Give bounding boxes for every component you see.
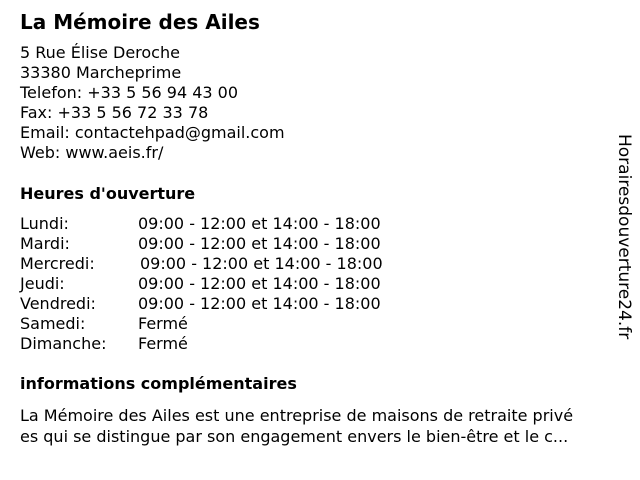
fax-number: Fax: +33 5 56 72 33 78 (20, 103, 209, 122)
hours-row-sunday (20, 334, 383, 354)
description-line: La Mémoire des Ailes est une entreprise de maisons de retraite privé (20, 406, 574, 425)
day-label: Samedi: (20, 314, 86, 333)
site-watermark: Horairesdouverture24.fr (614, 134, 634, 340)
hours-row-friday (20, 294, 383, 314)
day-label: Mercredi: (20, 254, 95, 273)
website-address: Web: www.aeis.fr/ (20, 143, 164, 162)
day-hours: 09:00 - 12:00 et 14:00 - 18:00 (138, 214, 381, 233)
info-heading: informations complémentaires (20, 374, 297, 393)
opening-hours-table (20, 214, 383, 354)
day-hours: Fermé (138, 334, 188, 353)
day-hours: 09:00 - 12:00 et 14:00 - 18:00 (138, 274, 381, 293)
hours-row-wednesday (20, 254, 383, 274)
day-hours: 09:00 - 12:00 et 14:00 - 18:00 (138, 294, 381, 313)
day-label: Mardi: (20, 234, 70, 253)
day-hours: 09:00 - 12:00 et 14:00 - 18:00 (140, 254, 383, 273)
email-address: Email: contactehpad@gmail.com (20, 123, 285, 142)
hours-row-monday (20, 214, 383, 234)
description-line: es qui se distingue par son engagement envers le bien-être et le c... (20, 427, 569, 446)
page-title: La Mémoire des Ailes (20, 10, 260, 34)
day-label: Jeudi: (20, 274, 65, 293)
day-label: Vendredi: (20, 294, 96, 313)
hours-heading: Heures d'ouverture (20, 184, 196, 203)
street-address: 5 Rue Élise Deroche (20, 43, 180, 62)
day-hours: 09:00 - 12:00 et 14:00 - 18:00 (138, 234, 381, 253)
hours-row-thursday (20, 274, 383, 294)
address-block (20, 43, 285, 163)
day-hours: Fermé (138, 314, 188, 333)
hours-row-saturday (20, 314, 383, 334)
phone-number: Telefon: +33 5 56 94 43 00 (20, 83, 239, 102)
hours-row-tuesday (20, 234, 383, 254)
day-label: Lundi: (20, 214, 69, 233)
day-label: Dimanche: (20, 334, 107, 353)
description-text (20, 405, 625, 447)
city-postal: 33380 Marcheprime (20, 63, 182, 82)
